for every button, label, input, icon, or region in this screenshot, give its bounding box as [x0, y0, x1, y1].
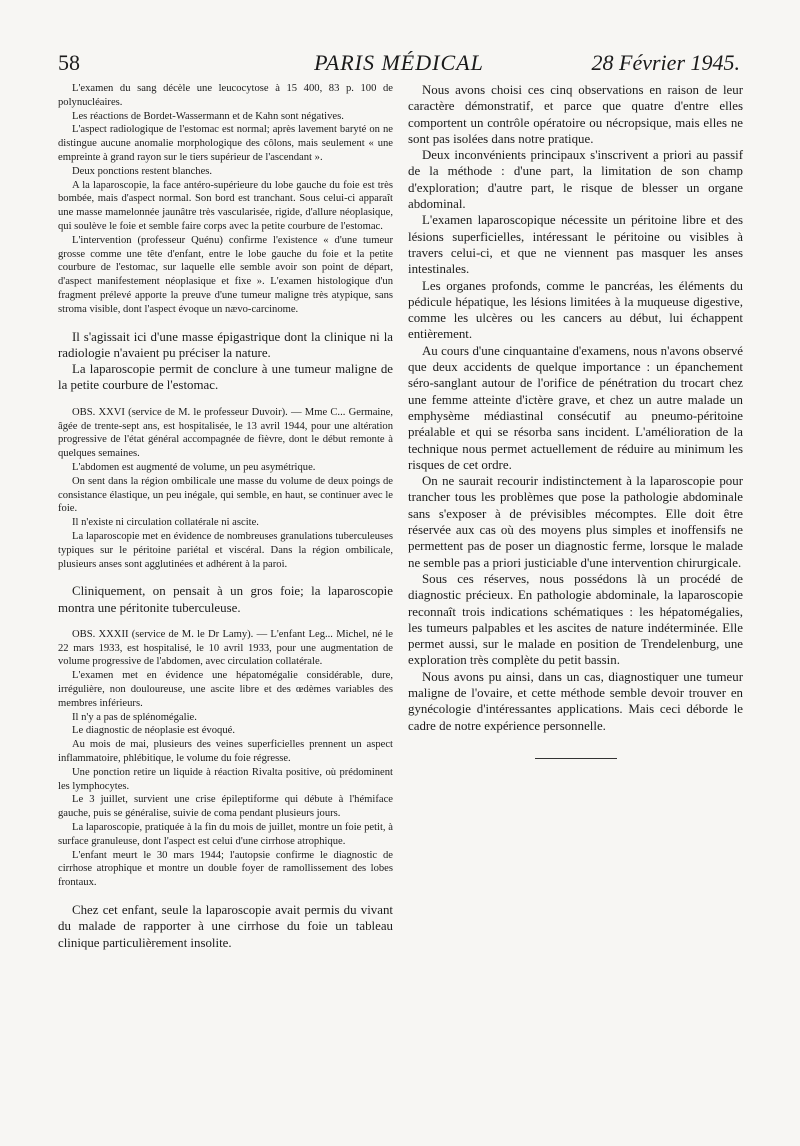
paragraph: Il s'agissait ici d'une masse épigastrique dont la clinique ni la radiologie n'avaient pu préciser la nature. — [58, 329, 393, 360]
paragraph: Nous avons pu ainsi, dans un cas, diagnostiquer une tumeur maligne de l'ovaire, et cette méthode semble devoir trouver en gynécologie d'intéressantes applications. Mais ceci déborde le cadre de notre expérience personnelle. — [408, 669, 743, 733]
paragraph: On sent dans la région ombilicale une masse du volume de deux poings de consistance élastique, un peu inégale, qui semble, en haut, se continuer avec le foie. — [58, 475, 393, 515]
page-number: 58 — [58, 50, 80, 75]
paragraph: OBS. XXXII (service de M. le Dr Lamy). — L'enfant Leg... Michel, né le 22 mars 1933, est hospitalisé, le 10 avril 1933, pour une augmentation de volume progressive de l'abdomen, avec circulation collatérale. — [58, 628, 393, 668]
journal-title: PARIS MÉDICAL — [314, 50, 484, 75]
paragraph: L'intervention (professeur Quénu) confirme l'existence « d'une tumeur grosse comme une tête d'enfant, entre le lobe gauche du foie et la petite courbure de l'estomac, sur laquelle elle semble avoir son point de départ, d'aspect manifestement néoplasique et fixe ». L'examen histologique d'un fragment prélevé apporte la preuve d'une tumeur maligne très atypique, sans stroma visible, dont l'aspect évoque un nævo-carcinome. — [58, 234, 393, 315]
left-column — [58, 82, 393, 951]
case-report-obs-xxxii — [58, 628, 393, 890]
case-report-continued — [58, 82, 393, 317]
paragraph: L'enfant meurt le 30 mars 1944; l'autopsie confirme le diagnostic de cirrhose atrophique et montre un double foyer de ramollissement des lobes frontaux. — [58, 849, 393, 889]
issue-date: 28 Février 1945. — [591, 50, 740, 75]
paragraph: Nous avons choisi ces cinq observations en raison de leur caractère démonstratif, et parce que quatre d'entre elles comportent un contrôle opératoire ou nécropsique, mais elles ne sont pas isolées dans notre pratique. — [408, 83, 743, 146]
paragraph: L'examen du sang décèle une leucocytose à 15 400, 83 p. 100 de polynucléaires. — [58, 83, 393, 108]
commentary — [58, 583, 393, 616]
paragraph: L'abdomen est augmenté de volume, un peu asymétrique. — [72, 461, 316, 473]
paragraph: Les organes profonds, comme le pancréas, les éléments du pédicule hépatique, les lésions limitées à la muqueuse digestive, comme les ulcères ou les cancers au début, lui échappent entièrement. — [408, 278, 743, 342]
paragraph: Il n'y a pas de splénomégalie. — [72, 711, 197, 723]
paragraph: Chez cet enfant, seule la laparoscopie avait permis du vivant du malade de rapporter à une cirrhose du foie un tableau clinique particulièrement insolite. — [58, 903, 393, 950]
paragraph: La laparoscopie, pratiquée à la fin du mois de juillet, montre un foie petit, à surface granuleuse, dont l'aspect est celui d'une cirrhose atrophique. — [58, 822, 393, 847]
paragraph: On ne saurait recourir indistinctement à la laparoscopie pour trancher tous les problèmes que pose la pathologie abdominale sans s'exposer à de prévisibles mécomptes. Elle doit être réservée aux cas où des moyens plus simples et inoffensifs ne permettent pas de poser un diagnostic ferme, lorsque le malade ne semble pas a priori justiciable d'une intervention chirurgicale. — [408, 474, 743, 570]
paragraph: Cliniquement, on pensait à un gros foie; la laparoscopie montra une péritonite tuberculeuse. — [58, 584, 393, 615]
paragraph: La laparoscopie met en évidence de nombreuses granulations tuberculeuses typiques sur le péritoine pariétal et viscéral. Dans la région ombilicale, plusieurs anses sont agglutinées et adhérent à la paroi. — [58, 530, 393, 570]
paragraph: Il n'existe ni circulation collatérale ni ascite. — [72, 517, 259, 529]
section-divider — [535, 758, 617, 759]
case-report-obs-xxvi — [58, 406, 393, 572]
paragraph: Le 3 juillet, survient une crise épileptiforme qui débute à l'hémiface gauche, puis se généralise, suivie de coma pendant plusieurs jours. — [58, 794, 393, 820]
paragraph: Au cours d'une cinquantaine d'examens, nous n'avons observé que deux accidents de quelque importance : un épanchement séro-sanglant autour de l'orifice de pénétration du trocart chez une femme atteinte d'ictère grave, et chez un autre malade un emphysème médiastinal consécutif au pneumo-péritoine préalable et qui se résorba sans incident. L'amélioration de la technique nous permet actuellement de réduire au minimum les risques de cet ordre. — [408, 343, 743, 472]
paragraph: Au mois de mai, plusieurs des veines superficielles prennent un aspect inflammatoire, phlébitique, le volume du foie régresse. — [58, 739, 393, 765]
paragraph: L'aspect radiologique de l'estomac est normal; après lavement baryté on ne distingue aucune anomalie morphologique des côlons, mais seulement « une empreinte à grand rayon sur le tiers supérieur de l'ascendant ». — [58, 124, 393, 163]
paragraph: Deux inconvénients principaux s'inscrivent a priori au passif de la méthode : d'une part, la limitation de son champ d'exploration; d'autre part, le risque de blesser un organe abdominal. — [408, 148, 743, 212]
commentary — [58, 329, 393, 394]
paragraph: Sous ces réserves, nous possédons là un procédé de diagnostic précieux. En pathologie abdominale, la laparoscopie reconnaît trois indications schématiques : les hépatomégalies, les tumeurs palpables et les ascites de nature indéterminée. Elle permet aussi, sur le malade en position de Trendelenburg, une exploration très complète du petit bassin. — [408, 571, 743, 668]
paragraph: Une ponction retire un liquide à réaction Rivalta positive, où prédominent les lymphocytes. — [58, 766, 393, 792]
paragraph: Deux ponctions restent blanches. — [72, 165, 213, 177]
paragraph: L'examen met en évidence une hépatomégalie considérable, dure, irrégulière, non douloureuse, une ascite libre et des œdèmes variables des membres inférieurs. — [58, 670, 393, 709]
paragraph: OBS. XXVI (service de M. le professeur Duvoir). — Mme C... Germaine, âgée de trente-sept ans, est hospitalisée, le 13 avril 1944, pour une altération progressive de l'état général accompagnée de fièvre, dont le début remonte à quelques semaines. — [58, 406, 393, 460]
page-header — [58, 50, 740, 76]
right-column — [408, 82, 743, 759]
commentary — [58, 902, 393, 951]
paragraph: L'examen laparoscopique nécessite un péritoine libre et des lésions superficielles, intéressant le péritoine ou visibles à travers celui-ci, et que ne viennent pas masquer les anses intestinales. — [408, 213, 743, 277]
paragraph: La laparoscopie permit de conclure à une tumeur maligne de la petite courbure de l'estomac. — [58, 362, 393, 393]
paragraph: A la laparoscopie, la face antéro-supérieure du lobe gauche du foie est très bombée, mais d'aspect normal. Son bord est tranchant. Sous celui-ci apparaît une masse mamelonnée jaunâtre très vascularisée, rigide, d'allure néoplasique, qui soulève le foie et semble faire corps avec la petite courbure de l'estomac. — [58, 179, 393, 232]
paragraph: Les réactions de Bordet-Wassermann et de Kahn sont négatives. — [72, 110, 344, 122]
paragraph: Le diagnostic de néoplasie est évoqué. — [72, 725, 235, 737]
